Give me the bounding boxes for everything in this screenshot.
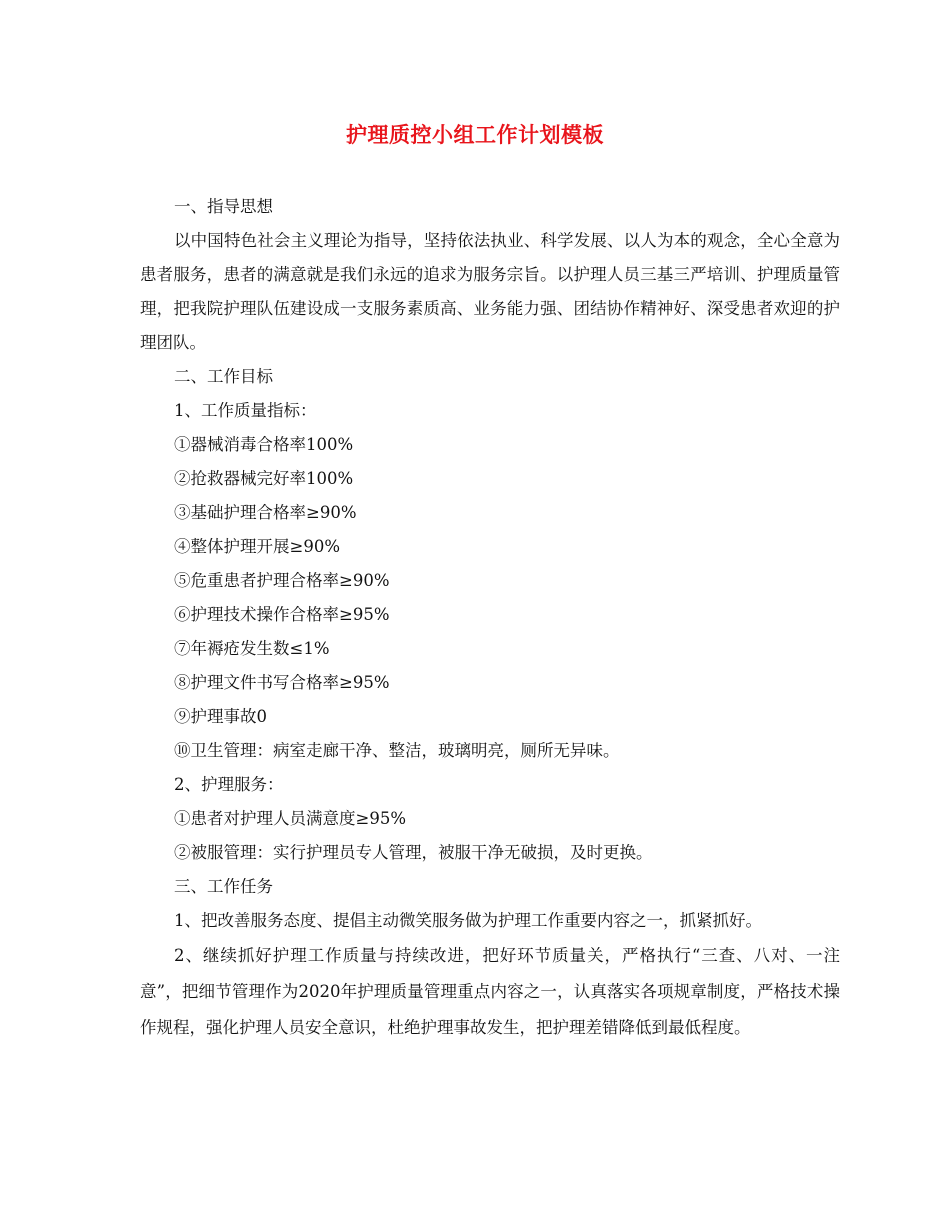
indicator-item: ①器械消毒合格率100% bbox=[174, 435, 354, 454]
indicator-item: ②抢救器械完好率100% bbox=[174, 469, 354, 488]
service-item: ②被服管理：实行护理员专人管理，被服干净无破损，及时更换。 bbox=[174, 843, 653, 862]
section-heading-work-goals: 二、工作目标 bbox=[174, 367, 273, 386]
indicator-item: ③基础护理合格率≥90% bbox=[174, 503, 357, 522]
subheading-quality-indicators: 1、工作质量指标： bbox=[174, 401, 317, 420]
service-item: ①患者对护理人员满意度≥95% bbox=[174, 809, 406, 828]
section-heading-guiding-ideology: 一、指导思想 bbox=[174, 197, 273, 216]
section-heading-work-tasks: 三、工作任务 bbox=[174, 877, 273, 896]
indicator-item: ⑩卫生管理：病室走廊干净、整洁，玻璃明亮，厕所无异味。 bbox=[174, 741, 620, 760]
paragraph-guiding-ideology: 以中国特色社会主义理论为指导，坚持依法执业、科学发展、以人为本的观念，全心全意为患者服务，患者的满意就是我们永远的追求为服务宗旨。以护理人员三基三严培训、护理质量管理，把我院护理队伍建设成一支服务素质高、业务能力强、团结协作精神好、深受患者欢迎的护理团队。 bbox=[140, 231, 840, 352]
indicator-item: ⑨护理事故0 bbox=[174, 707, 267, 726]
document-title: 护理质控小组工作计划模板 bbox=[346, 122, 604, 147]
indicator-item: ⑧护理文件书写合格率≥95% bbox=[174, 673, 390, 692]
indicator-item: ⑤危重患者护理合格率≥90% bbox=[174, 571, 390, 590]
document-body bbox=[140, 190, 840, 1046]
indicator-item: ⑦年褥疮发生数≤1% bbox=[174, 639, 330, 658]
task-paragraph: 1、把改善服务态度、提倡主动微笑服务做为护理工作重要内容之一，抓紧抓好。 bbox=[174, 911, 762, 930]
indicator-item: ⑥护理技术操作合格率≥95% bbox=[174, 605, 390, 624]
indicator-item: ④整体护理开展≥90% bbox=[174, 537, 340, 556]
subheading-nursing-service: 2、护理服务： bbox=[174, 775, 284, 794]
task-paragraph: 2、继续抓好护理工作质量与持续改进，把好环节质量关，严格执行“三查、八对、一注意”，把细节管理作为2020年护理质量管理重点内容之一，认真落实各项规章制度，严格技术操作规程，强化护理人员安全意识，杜绝护理事故发生，把护理差错降低到最低程度。 bbox=[140, 946, 840, 1037]
